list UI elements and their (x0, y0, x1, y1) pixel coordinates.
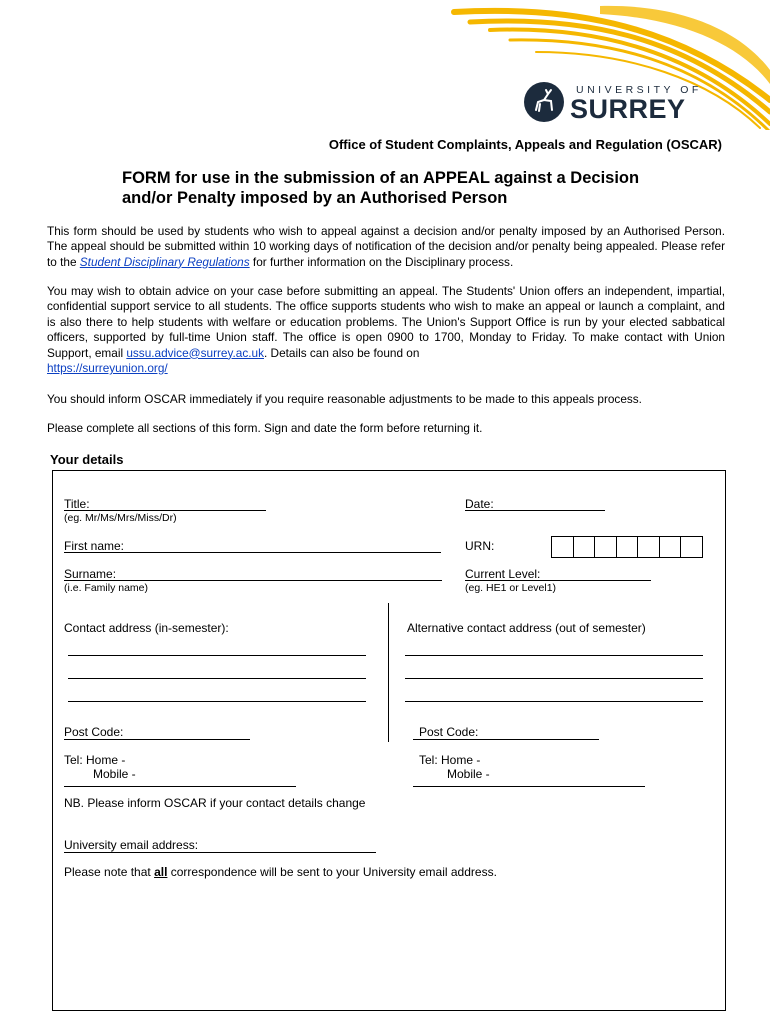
alt-tel-home-label: Tel: Home - (419, 753, 481, 767)
address-line-2[interactable] (68, 678, 366, 679)
post-code-label: Post Code: (64, 725, 124, 739)
post-code-field[interactable] (64, 739, 250, 740)
intro-p1-text-end: for further information on the Disciplinary process. (249, 254, 514, 269)
urn-digit-box[interactable] (681, 537, 702, 557)
alt-tel-field[interactable] (413, 786, 645, 787)
note-emphasis: all (154, 865, 168, 879)
email-label: University email address: (64, 838, 199, 852)
intro-p2-text: You may wish to obtain advice on your case before submitting an appeal. The Students' Union offers an independent, impartial, confidential support service to all students. The office supports students who wish to make an appeal or launch a complaint, and is also there to help students with welfare or education problems. The Union's Support Office is run by your elected sabbatical officers, supported by full-time Union staff. The office is open 0900 to 1700, Monday to Friday. To make contact with Union Support, email (47, 284, 725, 360)
urn-digit-box[interactable] (638, 537, 660, 557)
first-name-field[interactable] (64, 552, 441, 553)
intro-paragraph-4: Please complete all sections of this form. Sign and date the form before returning it. (47, 421, 483, 435)
form-title-line2: and/or Penalty imposed by an Authorised Person (122, 189, 508, 207)
note-text-end: correspondence will be sent to your University email address. (167, 865, 497, 879)
address-line-3[interactable] (68, 701, 366, 702)
urn-digit-box[interactable] (574, 537, 596, 557)
date-field[interactable] (465, 510, 605, 511)
surname-label: Surname: (64, 567, 117, 581)
first-name-label: First name: (64, 539, 125, 553)
correspondence-note (64, 865, 497, 879)
email-field[interactable] (64, 852, 376, 853)
surname-field[interactable] (64, 580, 442, 581)
urn-digit-box[interactable] (595, 537, 617, 557)
union-email-link[interactable]: ussu.advice@surrey.ac.uk (126, 345, 264, 360)
address-line-1[interactable] (68, 655, 366, 656)
tel-home-label: Tel: Home - (64, 753, 126, 767)
form-title-line1: FORM for use in the submission of an APPEAL against a Decision (122, 169, 640, 187)
surname-hint: (i.e. Family name) (64, 582, 149, 594)
intro-p1-text: This form should be used by students who wish to appeal against a decision and/or penalty imposed by an Authorised Person. The appeal should be submitted within 10 working days of notification of the decision and/or penalty being appealed. Please refer to the (47, 224, 725, 269)
title-field[interactable] (64, 510, 266, 511)
urn-digit-box[interactable] (660, 537, 682, 557)
urn-digit-boxes[interactable] (551, 536, 703, 558)
tel-field[interactable] (64, 786, 296, 787)
office-heading: Office of Student Complaints, Appeals and Regulation (OSCAR) (328, 137, 722, 152)
current-level-label: Current Level: (465, 567, 541, 581)
alt-address-line-2[interactable] (405, 678, 703, 679)
date-label: Date: (465, 497, 494, 511)
disciplinary-regulations-link[interactable]: Student Disciplinary Regulations (79, 254, 250, 269)
intro-paragraph-2 (47, 284, 725, 376)
surrey-union-url-link[interactable]: https://surreyunion.org/ (47, 361, 168, 376)
intro-paragraph-3: You should inform OSCAR immediately if you require reasonable adjustments to be made to this appeals process. (47, 392, 642, 406)
title-label: Title: (64, 497, 90, 511)
logo-university-of: UNIVERSITY OF (576, 84, 702, 96)
urn-label: URN: (465, 539, 495, 553)
your-details-heading: Your details (50, 452, 124, 467)
contact-change-note: NB. Please inform OSCAR if your contact details change (64, 796, 366, 810)
alt-contact-address-label: Alternative contact address (out of semester) (407, 621, 646, 635)
alt-post-code-label: Post Code: (419, 725, 479, 739)
intro-paragraph-1 (47, 224, 725, 270)
current-level-hint: (eg. HE1 or Level1) (465, 582, 557, 594)
university-logo (524, 80, 704, 126)
title-hint: (eg. Mr/Ms/Mrs/Miss/Dr) (64, 512, 177, 524)
alt-address-line-1[interactable] (405, 655, 703, 656)
urn-digit-box[interactable] (617, 537, 639, 557)
intro-p2-text-mid: . Details can also be found on (264, 345, 420, 360)
alt-address-line-3[interactable] (405, 701, 703, 702)
contact-address-label: Contact address (in-semester): (64, 621, 229, 635)
note-text: Please note that (64, 865, 155, 879)
alt-post-code-field[interactable] (413, 739, 599, 740)
alt-tel-mobile-label: Mobile - (447, 767, 490, 781)
stag-crest-icon (524, 82, 564, 122)
urn-digit-box[interactable] (552, 537, 574, 557)
form-title (122, 168, 722, 208)
address-divider (388, 603, 389, 742)
logo-surrey: SURREY (570, 94, 686, 124)
tel-mobile-label: Mobile - (93, 767, 136, 781)
current-level-field[interactable] (465, 580, 651, 581)
